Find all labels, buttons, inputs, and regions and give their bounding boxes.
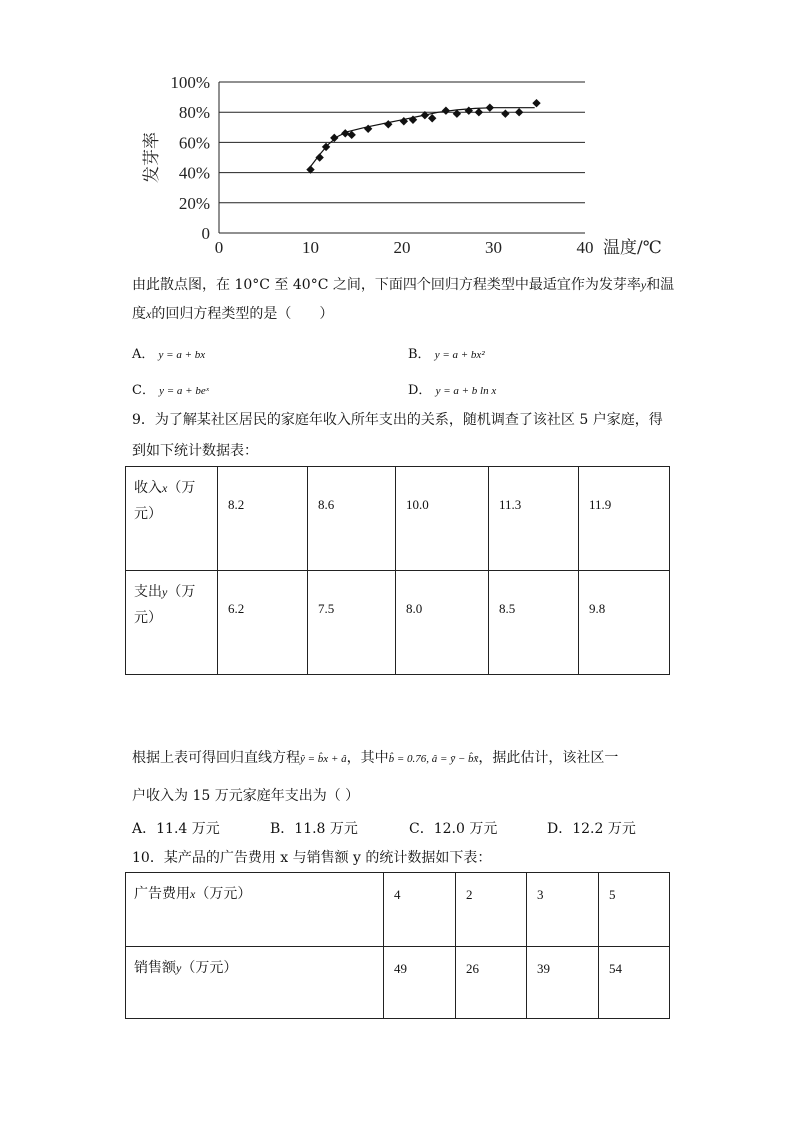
table-cell	[599, 873, 670, 947]
regression-equation: ŷ = b̂x + â	[300, 753, 347, 765]
q9-stem-line-1: 9．为了解某社区居民的家庭年收入所年支出的关系，随机调查了该社区 5 户家庭，得	[132, 412, 663, 428]
q9-after-line-2: 户收入为 15 万元家庭年支出为（ ）	[132, 788, 360, 804]
option-value: 11.4 万元	[156, 821, 220, 837]
data-point	[465, 106, 473, 114]
q8-var-x: x	[146, 307, 152, 321]
table-cell	[218, 467, 308, 571]
q9-after-line-1	[132, 749, 618, 768]
q9-after-text-c: ，据此估计，该社区一	[478, 750, 619, 766]
q8-stem-text-b: 和温	[646, 277, 675, 293]
cell-value: 39	[537, 961, 550, 976]
q9-stem-line-2: 到如下统计数据表：	[132, 443, 258, 459]
table-cell	[384, 947, 456, 1019]
table-cell	[456, 947, 527, 1019]
cell-value: 8.6	[318, 497, 335, 512]
table-cell	[396, 571, 489, 675]
table-cell	[599, 947, 670, 1019]
header-text: 广告费用	[134, 886, 190, 902]
cell-value: 8.2	[228, 497, 245, 512]
header-unit: （万元）	[195, 886, 252, 902]
x-tick-label: 0	[214, 238, 224, 257]
option-label: C．	[132, 383, 155, 398]
option-label: A．	[132, 347, 155, 362]
q8-option-b[interactable]	[408, 343, 485, 362]
row-header-expense	[126, 571, 218, 675]
data-point	[428, 114, 436, 122]
q8-option-a[interactable]	[132, 343, 205, 362]
cell-value: 49	[394, 961, 407, 976]
table-cell	[384, 873, 456, 947]
header-text: 收入	[134, 480, 162, 496]
q10-data-table	[125, 872, 670, 1019]
table-cell	[218, 571, 308, 675]
option-value: 12.0 万元	[433, 821, 498, 837]
option-value: 11.8 万元	[294, 821, 358, 837]
data-point	[442, 106, 450, 114]
cell-value: 11.9	[589, 497, 612, 512]
table-row	[126, 873, 670, 947]
x-tick-label: 40	[576, 238, 594, 257]
q9-after-text-b: ，其中	[346, 750, 389, 766]
var-y: y	[162, 585, 168, 599]
var-x: x	[162, 481, 168, 495]
option-label: C．	[409, 821, 434, 837]
x-axis-label: 温度/℃	[603, 238, 662, 258]
germination-scatter-chart	[120, 62, 720, 272]
x-tick-label: 20	[393, 238, 411, 257]
q9-option-b[interactable]	[270, 818, 358, 838]
header-unit: （万	[167, 584, 196, 600]
q10-stem: 10．某产品的广告费用 x 与销售额 y 的统计数据如下表：	[132, 850, 492, 866]
option-label: D．	[547, 821, 573, 837]
option-label: B．	[408, 347, 431, 362]
data-point	[330, 134, 338, 142]
data-point	[515, 108, 523, 116]
table-cell	[396, 467, 489, 571]
y-tick-label: 60%	[178, 133, 210, 153]
option-formula: y = a + b ln x	[435, 385, 497, 397]
data-point	[532, 99, 540, 107]
header-unit: （万	[167, 480, 196, 496]
cell-value: 54	[609, 961, 622, 976]
table-row	[126, 467, 670, 571]
table-cell	[308, 571, 396, 675]
q8-stem-line-1	[132, 276, 674, 294]
q8-option-d[interactable]	[408, 379, 496, 398]
option-formula: y = a + bx	[158, 349, 206, 361]
cell-value: 11.3	[499, 497, 522, 512]
cell-value: 8.0	[406, 601, 423, 616]
table-row	[126, 571, 670, 675]
q8-stem-text: 由此散点图，在 10°C 至 40°C 之间，下面四个回归方程类型中最适宜作为发芽率	[132, 277, 641, 293]
table-cell	[527, 947, 599, 1019]
option-label: D．	[408, 383, 432, 398]
coefficient-formula: b̂ = 0.76, â = ȳ − b̂x̄	[388, 753, 479, 765]
data-point	[315, 153, 323, 161]
cell-value: 2	[466, 887, 473, 902]
y-axis-label: 发芽率	[142, 132, 162, 183]
data-point	[501, 110, 509, 118]
y-tick-label: 100%	[170, 73, 210, 92]
q8-stem-text-c: 度	[132, 306, 146, 322]
cell-value: 4	[394, 887, 401, 902]
cell-value: 7.5	[318, 601, 335, 616]
option-formula: y = a + beˣ	[159, 385, 209, 397]
cell-value: 5	[609, 887, 616, 902]
y-tick-label: 40%	[178, 163, 210, 183]
q9-option-c[interactable]	[409, 818, 497, 838]
data-point	[384, 120, 392, 128]
header-unit: （万元）	[181, 960, 238, 976]
data-point	[341, 129, 349, 137]
table-cell	[489, 467, 579, 571]
cell-value: 6.2	[228, 601, 245, 616]
y-tick-label: 80%	[178, 103, 210, 123]
table-row	[126, 947, 670, 1019]
x-tick-label: 30	[485, 238, 502, 257]
table-cell	[489, 571, 579, 675]
data-point	[486, 103, 494, 111]
cell-value: 10.0	[406, 497, 429, 512]
row-header-income	[126, 467, 218, 571]
q9-after-text: 根据上表可得回归直线方程	[132, 750, 300, 766]
cell-value: 8.5	[499, 601, 516, 616]
table-cell	[579, 467, 670, 571]
header-unit-2: 元）	[134, 610, 162, 626]
q8-stem-line-2	[132, 305, 333, 323]
table-cell	[579, 571, 670, 675]
q9-option-a[interactable]	[132, 818, 220, 838]
cell-value: 3	[537, 887, 544, 902]
option-label: B．	[270, 821, 295, 837]
y-tick-label: 0	[201, 224, 210, 243]
q9-option-d[interactable]	[547, 818, 636, 838]
table-cell	[527, 873, 599, 947]
row-header-ad-cost	[126, 873, 384, 947]
cell-value: 9.8	[589, 601, 606, 616]
y-tick-label: 20%	[178, 193, 210, 213]
x-tick-label: 10	[302, 238, 319, 257]
header-text: 销售额	[134, 960, 176, 976]
q8-var-y: y	[640, 278, 647, 292]
option-label: A．	[132, 821, 157, 837]
option-value: 12.2 万元	[572, 821, 636, 837]
cell-value: 26	[466, 961, 479, 976]
q8-option-c[interactable]	[132, 379, 209, 398]
option-formula: y = a + bx²	[434, 349, 485, 361]
header-unit-2: 元）	[134, 506, 162, 522]
table-cell	[456, 873, 527, 947]
data-point	[475, 108, 483, 116]
row-header-sales	[126, 947, 384, 1019]
q9-data-table	[125, 466, 670, 675]
table-cell	[308, 467, 396, 571]
var-y: y	[176, 961, 182, 975]
q8-stem-text-d: 的回归方程类型的是（ ）	[151, 306, 334, 322]
var-x: x	[190, 887, 196, 901]
header-text: 支出	[134, 584, 162, 600]
